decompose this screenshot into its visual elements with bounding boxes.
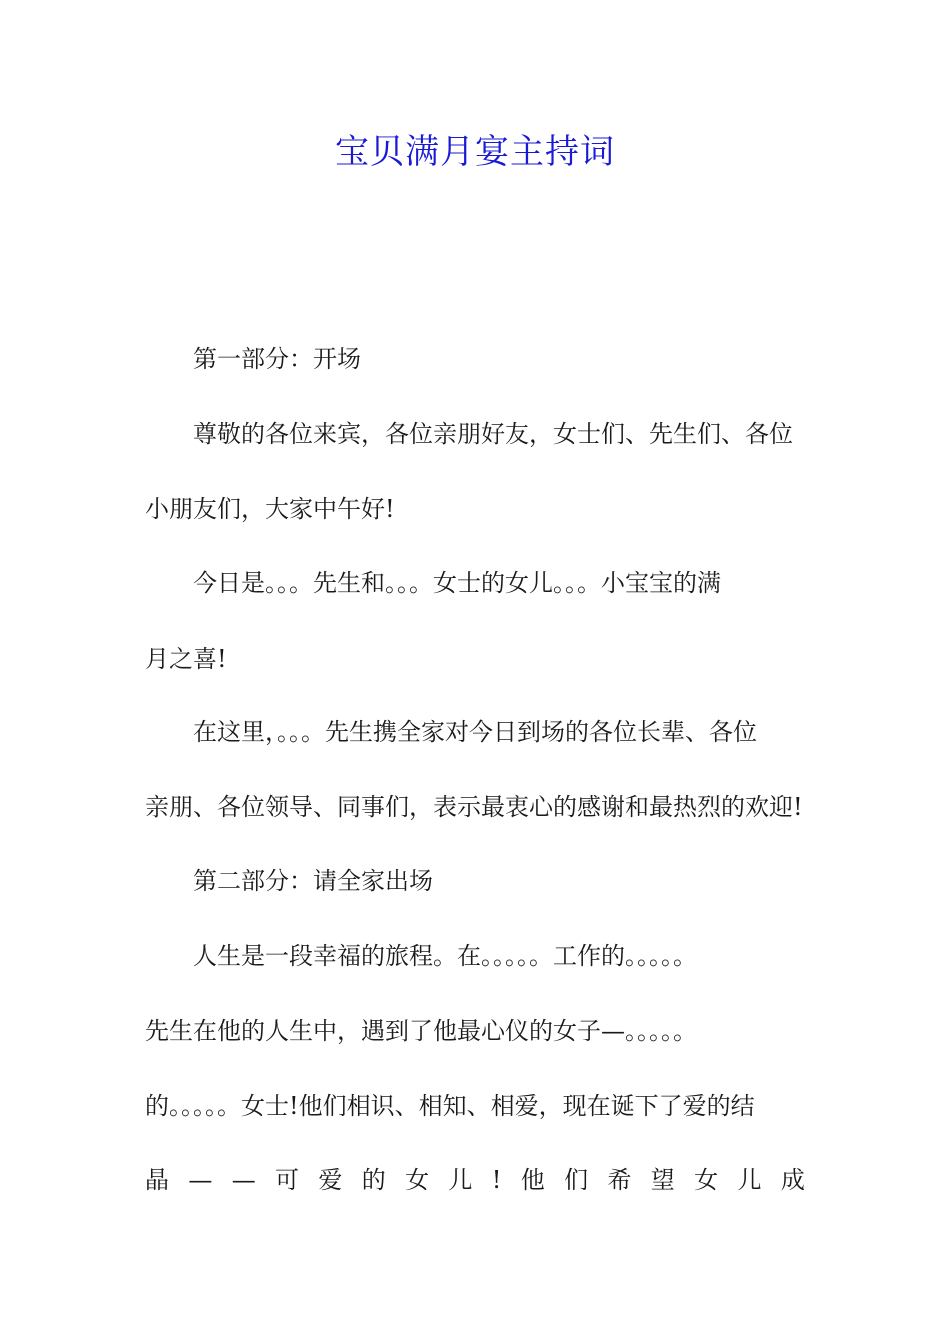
paragraph-line: 的。。。。。女士!他们相识、相知、相爱，现在诞下了爱的结 xyxy=(145,1092,755,1120)
paragraph-line: 今日是。。。先生和。。。女士的女儿。。。小宝宝的满 xyxy=(193,569,721,597)
section-heading-opening: 第一部分：开场 xyxy=(193,345,361,373)
paragraph-line: 在这里，。。。先生携全家对今日到场的各位长辈、各位 xyxy=(193,718,757,746)
paragraph-line: 人生是一段幸福的旅程。在。。。。。工作的。。。。。 xyxy=(193,942,697,970)
paragraph-line: 小朋友们，大家中午好! xyxy=(145,495,395,523)
paragraph-line: 亲朋、各位领导、同事们，表示最衷心的感谢和最热烈的欢迎! xyxy=(145,793,803,821)
paragraph-line-justified: 晶 — — 可 爱 的 女 儿 ! 他 们 希 望 女 儿 成 xyxy=(145,1166,805,1194)
paragraph-line: 月之喜! xyxy=(145,645,227,673)
paragraph-line: 先生在他的人生中，遇到了他最心仪的女子—。。。。。 xyxy=(145,1017,697,1045)
section-heading-family: 第二部分：请全家出场 xyxy=(193,867,433,895)
paragraph-line: 尊敬的各位来宾，各位亲朋好友，女士们、先生们、各位 xyxy=(193,420,793,448)
document-title: 宝贝满月宴主持词 xyxy=(335,132,615,172)
